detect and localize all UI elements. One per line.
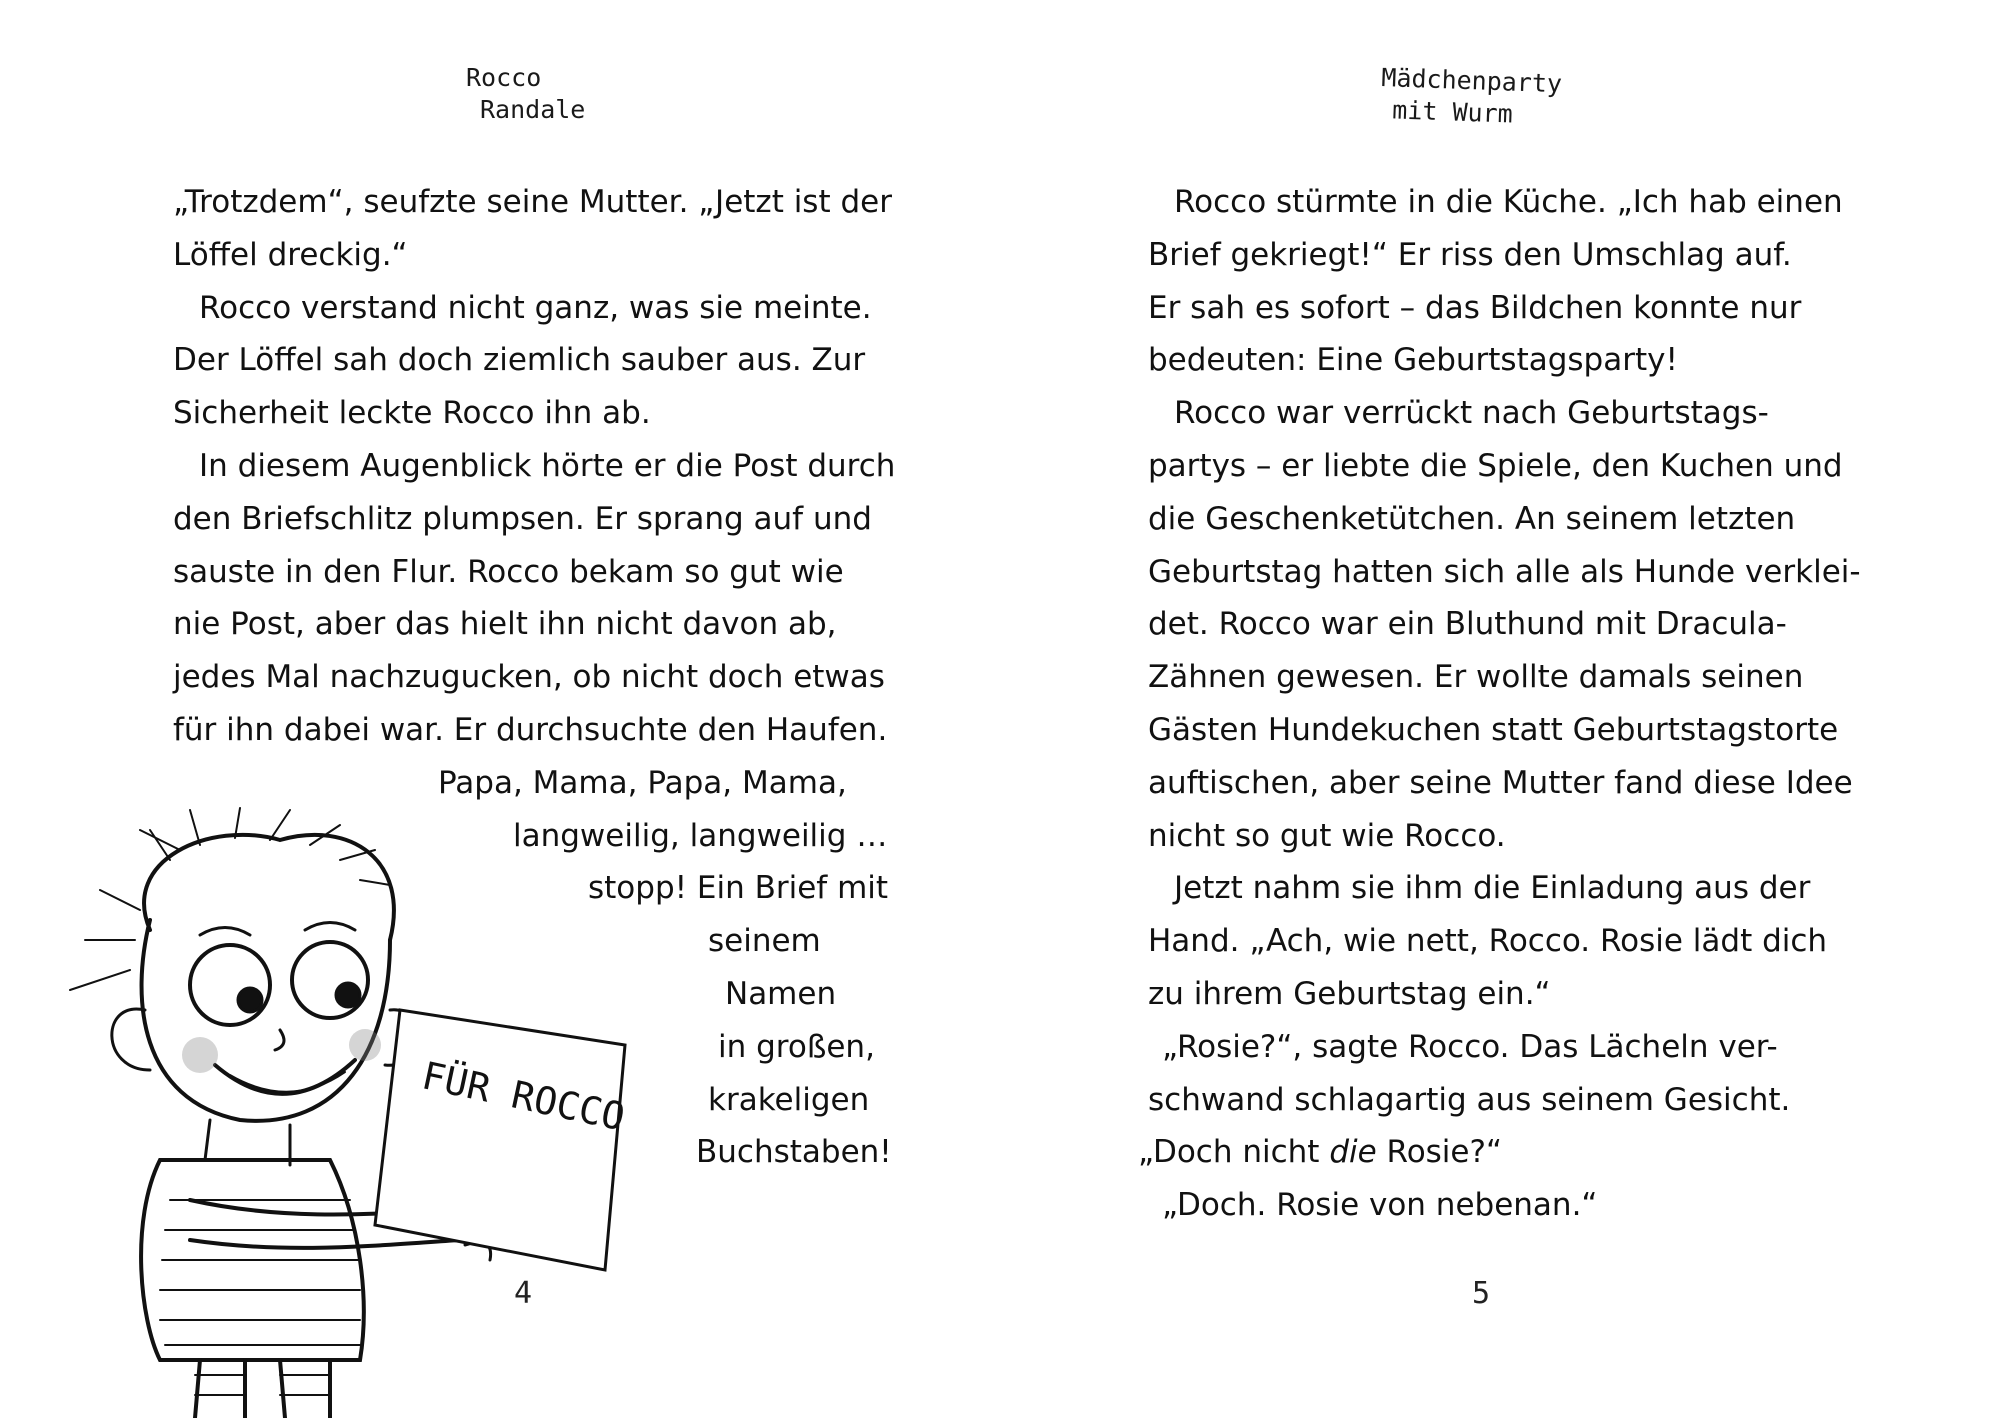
left-text-line-content: für ihn dabei war. Er durchsuchte den Haufen. bbox=[173, 711, 888, 748]
left-text-line-content: krakeligen bbox=[708, 1081, 870, 1118]
right-text-line-content: Brief gekriegt!“ Er riss den Umschlag auf. bbox=[1148, 236, 1792, 273]
left-text-line bbox=[173, 598, 895, 651]
letter-sign-text: FÜR ROCCO bbox=[418, 1053, 629, 1140]
right-text-line-content: nicht so gut wie Rocco. bbox=[1148, 817, 1506, 854]
left-text-line-content: „Trotzdem“, seufzte seine Mutter. „Jetzt ist der bbox=[173, 184, 892, 220]
right-text-line-content: Geburtstag hatten sich alle als Hunde verklei- bbox=[1148, 553, 1861, 590]
right-text-line-content: Gästen Hundekuchen statt Geburtstagstorte bbox=[1148, 711, 1839, 748]
left-text-line-content: Löffel dreckig.“ bbox=[173, 236, 408, 273]
left-text-line bbox=[173, 176, 895, 229]
left-page-number: 4 bbox=[514, 1276, 533, 1311]
left-header-line-2: Randale bbox=[480, 95, 586, 124]
right-text-line-content: partys – er liebte die Spiele, den Kuchen und bbox=[1148, 447, 1843, 484]
right-text-line-content: „Doch nicht die Rosie?“ bbox=[1138, 1134, 1503, 1171]
left-text-line bbox=[173, 1074, 895, 1127]
right-text-line bbox=[1148, 862, 1861, 915]
left-text-line-content: nie Post, aber das hielt ihn nicht davon ab, bbox=[173, 606, 837, 643]
right-text-line-content: Jetzt nahm sie ihm die Einladung aus der bbox=[1174, 870, 1811, 907]
right-text-line bbox=[1148, 176, 1861, 229]
right-text-line bbox=[1148, 229, 1861, 282]
right-running-header bbox=[1380, 62, 1563, 132]
italic-word: die bbox=[1329, 1134, 1377, 1171]
left-text-line-content: Papa, Mama, Papa, Mama, bbox=[438, 764, 847, 801]
left-text-line bbox=[173, 810, 895, 863]
right-text-line-content: Rocco stürmte in die Küche. „Ich hab einen bbox=[1174, 184, 1843, 220]
right-text-line bbox=[1148, 598, 1861, 651]
right-text-line-with-italic bbox=[1138, 1126, 1861, 1179]
left-text-line bbox=[173, 229, 895, 282]
right-text-line-content: bedeuten: Eine Geburtstagsparty! bbox=[1148, 342, 1678, 379]
left-text-line-content: stopp! Ein Brief mit bbox=[588, 870, 889, 907]
left-text-line bbox=[173, 546, 895, 599]
right-header-line-1: Mädchenparty bbox=[1380, 62, 1563, 99]
left-text-line-content: jedes Mal nachzugucken, ob nicht doch etwas bbox=[173, 659, 885, 696]
left-text-line bbox=[173, 387, 895, 440]
right-text-line bbox=[1148, 968, 1861, 1021]
left-text-line bbox=[173, 968, 895, 1021]
right-text-line bbox=[1148, 1074, 1861, 1127]
left-text-line bbox=[173, 915, 895, 968]
right-text-line bbox=[1148, 546, 1861, 599]
right-header-line-2: mit Wurm bbox=[1391, 95, 1514, 129]
right-text-line bbox=[1148, 493, 1861, 546]
left-text-line-content: Buchstaben! bbox=[696, 1134, 892, 1171]
right-text-line-content: zu ihrem Geburtstag ein.“ bbox=[1148, 975, 1551, 1012]
right-text-line bbox=[1148, 704, 1861, 757]
right-text-line bbox=[1148, 387, 1861, 440]
left-text-line-content: Sicherheit leckte Rocco ihn ab. bbox=[173, 395, 651, 432]
right-text-line-content: „Rosie?“, sagte Rocco. Das Lächeln ver- bbox=[1162, 1028, 1778, 1065]
right-text-line-content: auftischen, aber seine Mutter fand diese Idee bbox=[1148, 764, 1853, 801]
right-text-line-content: Er sah es sofort – das Bildchen konnte nur bbox=[1148, 289, 1802, 326]
right-text-line bbox=[1148, 282, 1861, 335]
right-text-line-content: „Doch. Rosie von nebenan.“ bbox=[1162, 1187, 1598, 1224]
right-text-line-content: det. Rocco war ein Bluthund mit Dracula- bbox=[1148, 606, 1787, 643]
left-text-line-content: Der Löffel sah doch ziemlich sauber aus. Zur bbox=[173, 342, 866, 379]
right-text-line-content: Zähnen gewesen. Er wollte damals seinen bbox=[1148, 659, 1804, 696]
left-text-line bbox=[173, 334, 895, 387]
right-page-number: 5 bbox=[1472, 1276, 1491, 1311]
left-text-line bbox=[173, 1126, 895, 1179]
right-text-line bbox=[1148, 810, 1861, 863]
right-page-body-text bbox=[1138, 176, 1861, 1232]
left-text-line bbox=[173, 757, 895, 810]
left-text-line-content: In diesem Augenblick hörte er die Post durch bbox=[199, 447, 896, 484]
left-running-header bbox=[466, 62, 585, 126]
left-header-line-1: Rocco bbox=[466, 63, 542, 92]
left-text-line bbox=[173, 1021, 895, 1074]
right-text-line bbox=[1148, 757, 1861, 810]
left-text-line bbox=[173, 493, 895, 546]
left-text-line bbox=[173, 704, 895, 757]
left-text-line bbox=[173, 282, 895, 335]
left-text-line-content: den Briefschlitz plumpsen. Er sprang auf und bbox=[173, 500, 872, 537]
left-text-line bbox=[173, 862, 895, 915]
right-text-line-content: Rocco war verrückt nach Geburtstags- bbox=[1174, 395, 1769, 432]
right-text-line bbox=[1148, 1179, 1861, 1232]
left-text-line-content: langweilig, langweilig … bbox=[513, 817, 888, 854]
right-text-line-content: die Geschenketütchen. An seinem letzten bbox=[1148, 500, 1796, 537]
right-text-line bbox=[1148, 1021, 1861, 1074]
right-text-line-content: Hand. „Ach, wie nett, Rocco. Rosie lädt dich bbox=[1148, 923, 1828, 960]
right-text-line bbox=[1148, 915, 1861, 968]
right-text-line-content: schwand schlagartig aus seinem Gesicht. bbox=[1148, 1081, 1791, 1118]
right-text-line bbox=[1148, 440, 1861, 493]
left-page-body-text bbox=[173, 176, 895, 1179]
left-text-line bbox=[173, 440, 895, 493]
left-text-line bbox=[173, 651, 895, 704]
left-text-line-content: in großen, bbox=[718, 1028, 875, 1065]
left-text-line-content: seinem bbox=[708, 923, 821, 960]
left-text-line-content: Namen bbox=[725, 975, 837, 1012]
left-text-line-content: sauste in den Flur. Rocco bekam so gut wie bbox=[173, 553, 844, 590]
left-text-line-content: Rocco verstand nicht ganz, was sie meinte. bbox=[199, 289, 872, 326]
right-text-line bbox=[1148, 651, 1861, 704]
right-text-line bbox=[1148, 334, 1861, 387]
